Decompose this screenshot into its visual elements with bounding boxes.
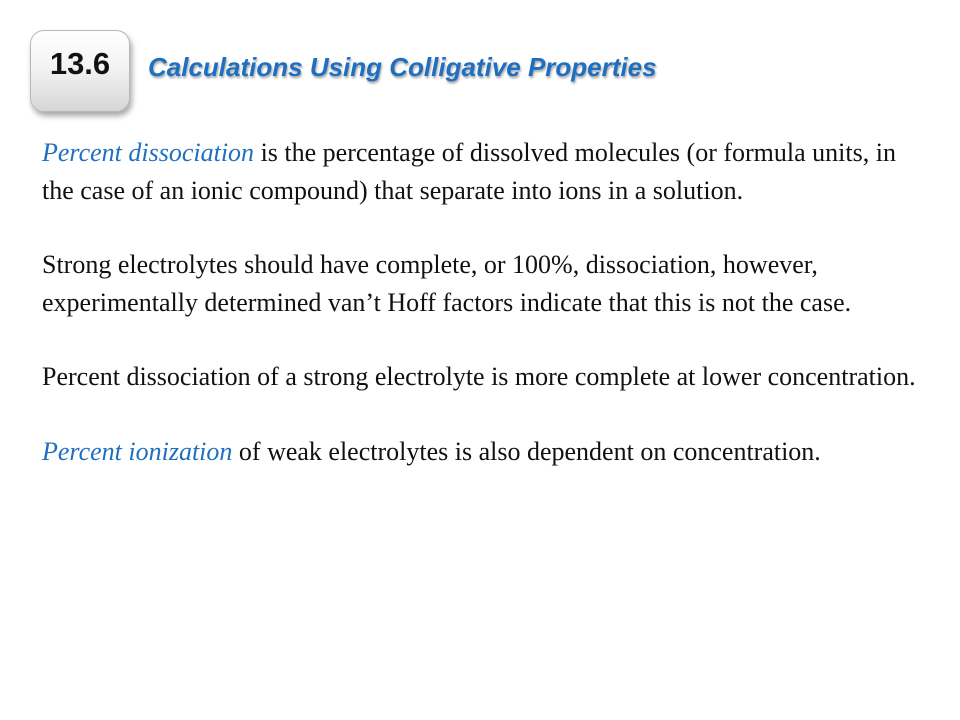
section-number-badge [30,30,130,112]
paragraph-text: is the percentage of dissolved molecules (or formula units, in the case of an ionic compound) that separate into ions in a solution. [42,138,896,205]
paragraph-lower-concentration [42,358,932,396]
paragraph-percent-dissociation [42,134,932,209]
slide-body [42,134,932,470]
term-percent-dissociation: Percent dissociation [42,138,255,167]
paragraph-text: Strong electrolytes should have complete, or 100%, dissociation, however, experimentally determined van’t Hoff factors indicate that this is not the case. [42,250,852,317]
slide-title: Calculations Using Colligative Properties [148,52,657,82]
paragraph-text: Percent dissociation of a strong electrolyte is more complete at lower concentration. [42,362,916,391]
paragraph-text: of weak electrolytes is also dependent on concentration. [232,436,821,466]
paragraph-strong-electrolytes [42,246,932,321]
term-percent-ionization: Percent ionization [42,436,233,466]
section-number: 13.6 [49,46,111,81]
paragraph-percent-ionization [42,433,932,471]
